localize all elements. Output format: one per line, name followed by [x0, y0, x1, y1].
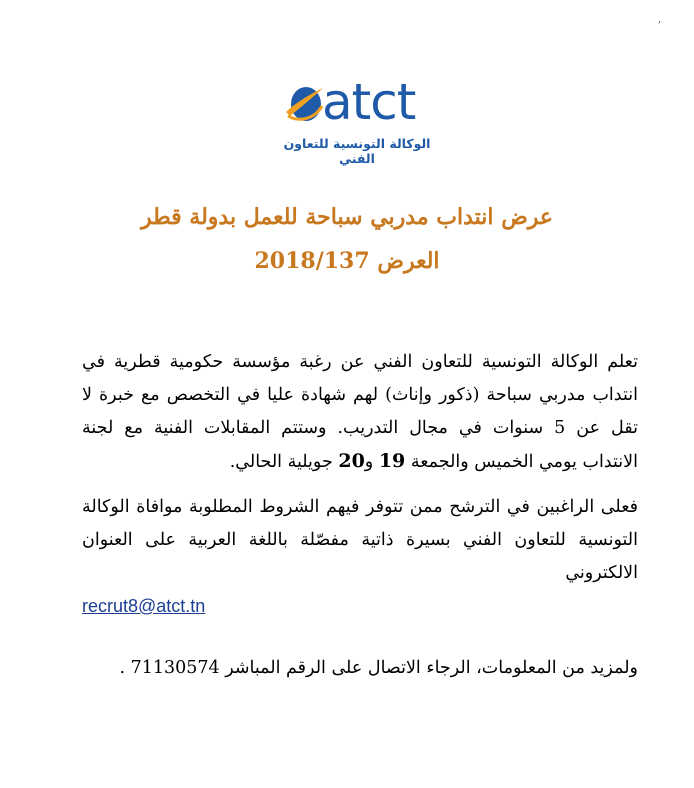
- paragraph-intro: [82, 346, 638, 479]
- intro-tail: جويلية الحالي.: [229, 452, 339, 472]
- corner-mark: ,: [658, 14, 662, 25]
- globe-swoosh-icon: [284, 82, 324, 126]
- email-line: [82, 590, 638, 624]
- interview-day-1: 19: [378, 450, 406, 472]
- atct-logo: [272, 73, 442, 166]
- body-text: [82, 346, 638, 624]
- intro-connector: و: [364, 452, 379, 472]
- logo-wordmark: atct: [322, 73, 416, 131]
- offer-number: العرض 2018/137: [254, 248, 440, 274]
- page-title: عرض انتداب مدربي سباحة للعمل بدولة قطر: [140, 204, 554, 230]
- logo-subtitle: الوكالة التونسية للتعاون الفني: [283, 136, 431, 166]
- interview-day-2: 20: [338, 450, 365, 472]
- email-link[interactable]: recrut8@atct.tn: [82, 596, 206, 616]
- intro-text: تعلم الوكالة التونسية للتعاون الفني عن رغبة مؤسسة حكومية قطرية في انتداب مدربي سباحة (ذكور وإناث) لهم شهادة عليا في التخصص مع خبرة لا تقل عن 5 سنوات في مجال التدريب. وستتم المقابلات الفنية مع لجنة الانتداب يومي الخميس والجمعة: [82, 352, 639, 472]
- heading-block: [0, 200, 694, 278]
- paragraph-apply: فعلى الراغبين في الترشح ممن تتوفر فيهم الشروط المطلوبة موافاة الوكالة التونسية للتعاون الفني بسيرة ذاتية مفصّلة باللغة العربية على العنوان الالكتروني: [82, 497, 638, 583]
- paragraph-contact: ولمزيد من المعلومات، الرجاء الاتصال على الرقم المباشر 71130574 .: [119, 658, 638, 678]
